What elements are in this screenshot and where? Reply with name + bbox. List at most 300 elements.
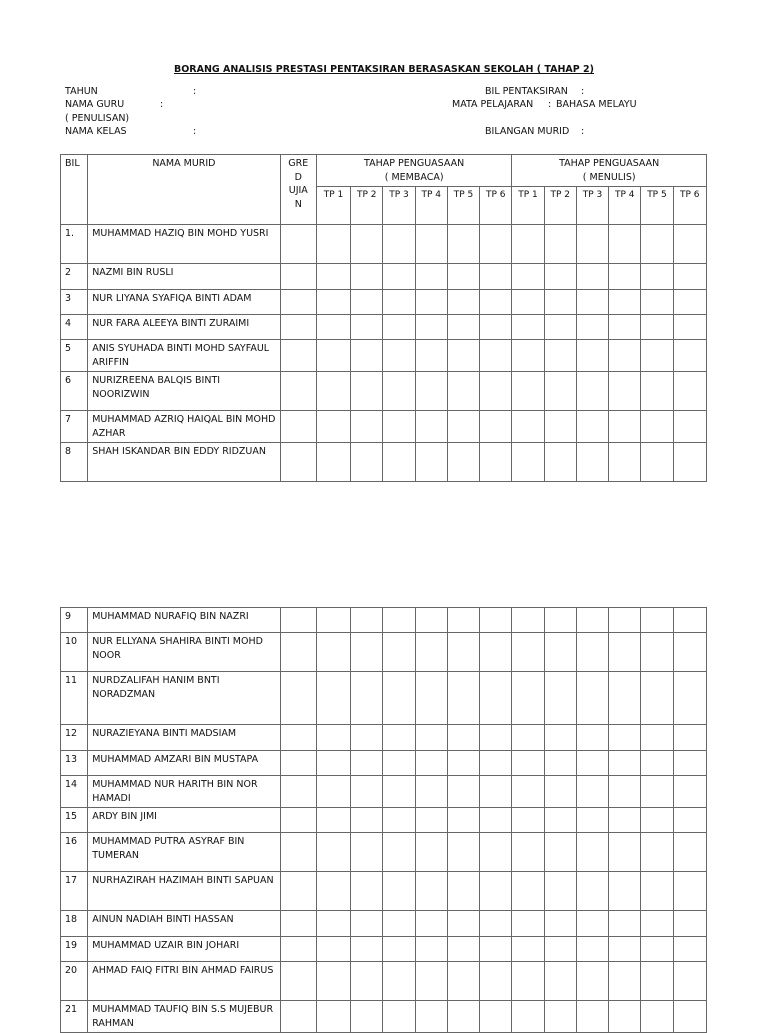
row-tp-cell bbox=[512, 962, 544, 1001]
row-gred-cell bbox=[280, 1001, 316, 1033]
row-bil: 7 bbox=[61, 411, 88, 443]
row-tp-cell bbox=[351, 911, 383, 937]
row-student-name: MUHAMMAD TAUFIQ BIN S.S MUJEBUR RAHMAN bbox=[88, 1001, 280, 1033]
assessment-table-page-2 bbox=[60, 607, 707, 1033]
row-tp-cell bbox=[609, 872, 641, 911]
row-tp-cell bbox=[544, 911, 576, 937]
row-gred-cell bbox=[280, 911, 316, 937]
row-tp-cell bbox=[512, 225, 544, 264]
row-tp-cell bbox=[447, 872, 479, 911]
row-tp-cell bbox=[480, 911, 512, 937]
row-tp-cell bbox=[673, 225, 706, 264]
row-tp-cell bbox=[641, 290, 673, 315]
row-tp-cell bbox=[576, 264, 608, 290]
table-row bbox=[61, 633, 707, 672]
row-tp-cell bbox=[544, 608, 576, 633]
header-membaca-tp5: TP 5 bbox=[447, 187, 479, 225]
row-tp-cell bbox=[673, 608, 706, 633]
row-tp-cell bbox=[480, 633, 512, 672]
row-gred-cell bbox=[280, 672, 316, 725]
student-rows-page-2 bbox=[61, 608, 707, 1033]
row-tp-cell bbox=[383, 751, 415, 776]
row-student-name: NAZMI BIN RUSLI bbox=[88, 264, 280, 290]
row-bil: 5 bbox=[61, 340, 88, 372]
row-student-name: MUHAMMAD UZAIR BIN JOHARI bbox=[88, 937, 280, 962]
row-tp-cell bbox=[673, 340, 706, 372]
row-tp-cell bbox=[673, 264, 706, 290]
row-tp-cell bbox=[480, 1001, 512, 1033]
row-tp-cell bbox=[673, 725, 706, 751]
table-row bbox=[61, 911, 707, 937]
row-tp-cell bbox=[383, 962, 415, 1001]
header-membaca-tp6: TP 6 bbox=[480, 187, 512, 225]
row-tp-cell bbox=[609, 372, 641, 411]
row-tp-cell bbox=[512, 833, 544, 872]
row-tp-cell bbox=[316, 776, 350, 808]
row-tp-cell bbox=[383, 633, 415, 672]
row-tp-cell bbox=[415, 872, 447, 911]
row-tp-cell bbox=[576, 833, 608, 872]
row-gred-cell bbox=[280, 725, 316, 751]
row-tp-cell bbox=[544, 833, 576, 872]
header-menulis-tp5: TP 5 bbox=[641, 187, 673, 225]
row-tp-cell bbox=[447, 911, 479, 937]
row-tp-cell bbox=[512, 608, 544, 633]
row-tp-cell bbox=[447, 411, 479, 443]
bil-pentaksiran-colon: : bbox=[581, 86, 585, 97]
row-tp-cell bbox=[415, 264, 447, 290]
nama-guru-colon: : bbox=[160, 99, 164, 110]
row-tp-cell bbox=[415, 725, 447, 751]
row-tp-cell bbox=[316, 411, 350, 443]
row-tp-cell bbox=[480, 776, 512, 808]
row-tp-cell bbox=[641, 608, 673, 633]
row-bil: 15 bbox=[61, 808, 88, 833]
row-tp-cell bbox=[576, 411, 608, 443]
nama-kelas-label: NAMA KELAS bbox=[65, 126, 127, 137]
row-tp-cell bbox=[641, 633, 673, 672]
row-bil: 8 bbox=[61, 443, 88, 482]
row-gred-cell bbox=[280, 937, 316, 962]
row-tp-cell bbox=[447, 315, 479, 340]
row-bil: 3 bbox=[61, 290, 88, 315]
row-student-name: MUHAMMAD NURAFIQ BIN NAZRI bbox=[88, 608, 280, 633]
row-tp-cell bbox=[641, 751, 673, 776]
row-tp-cell bbox=[673, 751, 706, 776]
row-student-name: NUR FARA ALEEYA BINTI ZURAIMI bbox=[88, 315, 280, 340]
row-student-name: MUHAMMAD AZRIQ HAIQAL BIN MOHD AZHAR bbox=[88, 411, 280, 443]
row-bil: 21 bbox=[61, 1001, 88, 1033]
table-row bbox=[61, 962, 707, 1001]
row-tp-cell bbox=[641, 372, 673, 411]
row-tp-cell bbox=[316, 725, 350, 751]
row-tp-cell bbox=[609, 264, 641, 290]
row-tp-cell bbox=[512, 411, 544, 443]
row-tp-cell bbox=[673, 633, 706, 672]
row-tp-cell bbox=[351, 315, 383, 340]
row-gred-cell bbox=[280, 264, 316, 290]
row-tp-cell bbox=[316, 808, 350, 833]
row-tp-cell bbox=[544, 672, 576, 725]
row-gred-cell bbox=[280, 225, 316, 264]
row-tp-cell bbox=[383, 1001, 415, 1033]
row-tp-cell bbox=[351, 443, 383, 482]
row-tp-cell bbox=[576, 808, 608, 833]
row-tp-cell bbox=[544, 225, 576, 264]
row-gred-cell bbox=[280, 751, 316, 776]
row-tp-cell bbox=[480, 411, 512, 443]
row-tp-cell bbox=[609, 225, 641, 264]
row-tp-cell bbox=[351, 751, 383, 776]
row-tp-cell bbox=[609, 315, 641, 340]
row-tp-cell bbox=[316, 315, 350, 340]
row-tp-cell bbox=[351, 776, 383, 808]
row-tp-cell bbox=[447, 937, 479, 962]
row-tp-cell bbox=[576, 1001, 608, 1033]
row-gred-cell bbox=[280, 443, 316, 482]
row-tp-cell bbox=[641, 808, 673, 833]
row-tp-cell bbox=[512, 1001, 544, 1033]
row-bil: 1. bbox=[61, 225, 88, 264]
row-tp-cell bbox=[480, 372, 512, 411]
row-tp-cell bbox=[351, 672, 383, 725]
row-tp-cell bbox=[383, 264, 415, 290]
row-tp-cell bbox=[447, 443, 479, 482]
header-membaca-tp2: TP 2 bbox=[351, 187, 383, 225]
row-student-name: MUHAMMAD PUTRA ASYRAF BIN TUMERAN bbox=[88, 833, 280, 872]
row-tp-cell bbox=[512, 372, 544, 411]
bil-pentaksiran-label: BIL PENTAKSIRAN bbox=[485, 86, 568, 97]
row-tp-cell bbox=[512, 937, 544, 962]
row-tp-cell bbox=[609, 443, 641, 482]
row-tp-cell bbox=[316, 290, 350, 315]
table-row bbox=[61, 315, 707, 340]
row-gred-cell bbox=[280, 315, 316, 340]
row-tp-cell bbox=[415, 340, 447, 372]
row-student-name: ANIS SYUHADA BINTI MOHD SAYFAUL ARIFFIN bbox=[88, 340, 280, 372]
row-tp-cell bbox=[609, 411, 641, 443]
row-tp-cell bbox=[544, 340, 576, 372]
header-menulis-tp3: TP 3 bbox=[576, 187, 608, 225]
row-tp-cell bbox=[383, 937, 415, 962]
row-tp-cell bbox=[512, 264, 544, 290]
row-tp-cell bbox=[447, 290, 479, 315]
table-row bbox=[61, 937, 707, 962]
bilangan-murid-label: BILANGAN MURID bbox=[485, 126, 570, 137]
row-student-name: NURAZIEYANA BINTI MADSIAM bbox=[88, 725, 280, 751]
row-tp-cell bbox=[576, 725, 608, 751]
row-tp-cell bbox=[447, 340, 479, 372]
row-tp-cell bbox=[480, 340, 512, 372]
row-tp-cell bbox=[351, 264, 383, 290]
row-student-name: NUR ELLYANA SHAHIRA BINTI MOHD NOOR bbox=[88, 633, 280, 672]
row-tp-cell bbox=[544, 1001, 576, 1033]
row-tp-cell bbox=[415, 937, 447, 962]
row-tp-cell bbox=[383, 315, 415, 340]
row-tp-cell bbox=[480, 725, 512, 751]
table-row bbox=[61, 340, 707, 372]
row-tp-cell bbox=[544, 751, 576, 776]
row-bil: 16 bbox=[61, 833, 88, 872]
row-tp-cell bbox=[673, 1001, 706, 1033]
row-tp-cell bbox=[316, 833, 350, 872]
row-tp-cell bbox=[512, 751, 544, 776]
row-tp-cell bbox=[351, 872, 383, 911]
row-tp-cell bbox=[415, 833, 447, 872]
row-tp-cell bbox=[673, 833, 706, 872]
row-tp-cell bbox=[609, 340, 641, 372]
row-tp-cell bbox=[447, 776, 479, 808]
row-tp-cell bbox=[544, 872, 576, 911]
row-tp-cell bbox=[576, 315, 608, 340]
row-tp-cell bbox=[512, 911, 544, 937]
row-tp-cell bbox=[576, 608, 608, 633]
row-tp-cell bbox=[544, 411, 576, 443]
row-tp-cell bbox=[609, 1001, 641, 1033]
row-tp-cell bbox=[415, 225, 447, 264]
row-gred-cell bbox=[280, 372, 316, 411]
row-tp-cell bbox=[447, 264, 479, 290]
row-tp-cell bbox=[351, 608, 383, 633]
row-tp-cell bbox=[316, 872, 350, 911]
row-tp-cell bbox=[383, 225, 415, 264]
row-tp-cell bbox=[316, 962, 350, 1001]
row-tp-cell bbox=[415, 751, 447, 776]
row-tp-cell bbox=[544, 937, 576, 962]
row-tp-cell bbox=[447, 633, 479, 672]
row-tp-cell bbox=[512, 340, 544, 372]
row-tp-cell bbox=[544, 290, 576, 315]
row-tp-cell bbox=[415, 776, 447, 808]
row-tp-cell bbox=[383, 443, 415, 482]
row-tp-cell bbox=[673, 872, 706, 911]
row-tp-cell bbox=[673, 290, 706, 315]
row-bil: 12 bbox=[61, 725, 88, 751]
row-tp-cell bbox=[673, 808, 706, 833]
row-tp-cell bbox=[512, 808, 544, 833]
row-tp-cell bbox=[480, 290, 512, 315]
row-tp-cell bbox=[544, 962, 576, 1001]
row-bil: 2 bbox=[61, 264, 88, 290]
row-tp-cell bbox=[609, 911, 641, 937]
row-bil: 10 bbox=[61, 633, 88, 672]
row-student-name: NURDZALIFAH HANIM BNTI NORADZMAN bbox=[88, 672, 280, 725]
row-tp-cell bbox=[316, 911, 350, 937]
row-tp-cell bbox=[576, 776, 608, 808]
row-tp-cell bbox=[576, 340, 608, 372]
row-tp-cell bbox=[480, 225, 512, 264]
row-bil: 6 bbox=[61, 372, 88, 411]
row-tp-cell bbox=[480, 315, 512, 340]
row-tp-cell bbox=[415, 1001, 447, 1033]
tahun-label: TAHUN bbox=[65, 86, 98, 97]
row-tp-cell bbox=[641, 672, 673, 725]
table-row bbox=[61, 411, 707, 443]
row-tp-cell bbox=[351, 225, 383, 264]
row-tp-cell bbox=[576, 633, 608, 672]
row-student-name: NUR LIYANA SYAFIQA BINTI ADAM bbox=[88, 290, 280, 315]
header-membaca-tp3: TP 3 bbox=[383, 187, 415, 225]
row-tp-cell bbox=[415, 962, 447, 1001]
row-bil: 17 bbox=[61, 872, 88, 911]
row-tp-cell bbox=[641, 833, 673, 872]
row-tp-cell bbox=[447, 225, 479, 264]
row-tp-cell bbox=[480, 672, 512, 725]
row-tp-cell bbox=[512, 633, 544, 672]
row-gred-cell bbox=[280, 872, 316, 911]
row-tp-cell bbox=[447, 672, 479, 725]
header-menulis-tp6: TP 6 bbox=[673, 187, 706, 225]
row-tp-cell bbox=[544, 776, 576, 808]
row-tp-cell bbox=[480, 443, 512, 482]
row-tp-cell bbox=[447, 372, 479, 411]
row-tp-cell bbox=[415, 633, 447, 672]
row-bil: 9 bbox=[61, 608, 88, 633]
row-tp-cell bbox=[480, 937, 512, 962]
row-tp-cell bbox=[673, 937, 706, 962]
form-title: BORANG ANALISIS PRESTASI PENTAKSIRAN BERASASKAN SEKOLAH ( TAHAP 2) bbox=[173, 64, 595, 75]
row-tp-cell bbox=[351, 411, 383, 443]
row-gred-cell bbox=[280, 340, 316, 372]
header-bil: BIL bbox=[61, 155, 88, 225]
row-tp-cell bbox=[512, 290, 544, 315]
assessment-table-page-1 bbox=[60, 154, 707, 482]
row-tp-cell bbox=[383, 911, 415, 937]
row-tp-cell bbox=[316, 1001, 350, 1033]
table-row bbox=[61, 672, 707, 725]
table-row bbox=[61, 808, 707, 833]
row-tp-cell bbox=[351, 633, 383, 672]
row-tp-cell bbox=[316, 937, 350, 962]
row-tp-cell bbox=[415, 911, 447, 937]
row-gred-cell bbox=[280, 833, 316, 872]
row-tp-cell bbox=[383, 290, 415, 315]
table-row bbox=[61, 776, 707, 808]
row-tp-cell bbox=[609, 751, 641, 776]
row-gred-cell bbox=[280, 633, 316, 672]
row-tp-cell bbox=[415, 290, 447, 315]
bilangan-murid-colon: : bbox=[581, 126, 585, 137]
row-tp-cell bbox=[415, 443, 447, 482]
row-tp-cell bbox=[447, 608, 479, 633]
row-tp-cell bbox=[351, 290, 383, 315]
table-row bbox=[61, 225, 707, 264]
row-tp-cell bbox=[351, 725, 383, 751]
row-tp-cell bbox=[641, 776, 673, 808]
header-tahap-menulis: TAHAP PENGUASAAN ( MENULIS) bbox=[512, 155, 707, 187]
row-tp-cell bbox=[383, 808, 415, 833]
row-tp-cell bbox=[316, 633, 350, 672]
row-tp-cell bbox=[480, 608, 512, 633]
mata-pelajaran-label: MATA PELAJARAN bbox=[452, 99, 534, 110]
row-tp-cell bbox=[544, 372, 576, 411]
row-tp-cell bbox=[383, 833, 415, 872]
header-tahap-membaca: TAHAP PENGUASAAN ( MEMBACA) bbox=[316, 155, 511, 187]
row-tp-cell bbox=[673, 372, 706, 411]
penulisan-label: ( PENULISAN) bbox=[65, 113, 130, 124]
table-row bbox=[61, 751, 707, 776]
row-tp-cell bbox=[415, 808, 447, 833]
row-tp-cell bbox=[609, 808, 641, 833]
row-gred-cell bbox=[280, 808, 316, 833]
mata-pelajaran-colon: : bbox=[548, 99, 552, 110]
row-tp-cell bbox=[576, 751, 608, 776]
header-nama-murid: NAMA MURID bbox=[88, 155, 280, 225]
row-tp-cell bbox=[316, 372, 350, 411]
row-tp-cell bbox=[351, 833, 383, 872]
row-bil: 4 bbox=[61, 315, 88, 340]
row-tp-cell bbox=[576, 911, 608, 937]
table-row bbox=[61, 833, 707, 872]
row-tp-cell bbox=[512, 315, 544, 340]
row-tp-cell bbox=[641, 962, 673, 1001]
row-tp-cell bbox=[480, 808, 512, 833]
table-row bbox=[61, 264, 707, 290]
row-tp-cell bbox=[512, 672, 544, 725]
row-tp-cell bbox=[609, 672, 641, 725]
header-membaca-tp1: TP 1 bbox=[316, 187, 350, 225]
row-tp-cell bbox=[447, 833, 479, 872]
row-tp-cell bbox=[641, 411, 673, 443]
table-row bbox=[61, 872, 707, 911]
row-tp-cell bbox=[641, 443, 673, 482]
row-student-name: NURHAZIRAH HAZIMAH BINTI SAPUAN bbox=[88, 872, 280, 911]
row-tp-cell bbox=[641, 937, 673, 962]
row-tp-cell bbox=[480, 833, 512, 872]
row-student-name: MUHAMMAD NUR HARITH BIN NOR HAMADI bbox=[88, 776, 280, 808]
row-tp-cell bbox=[512, 872, 544, 911]
row-gred-cell bbox=[280, 776, 316, 808]
row-tp-cell bbox=[673, 443, 706, 482]
row-tp-cell bbox=[447, 808, 479, 833]
row-tp-cell bbox=[544, 725, 576, 751]
row-tp-cell bbox=[609, 833, 641, 872]
row-gred-cell bbox=[280, 608, 316, 633]
header-gred-ujian: GRE D UJIA N bbox=[280, 155, 316, 225]
row-tp-cell bbox=[673, 962, 706, 1001]
row-tp-cell bbox=[609, 962, 641, 1001]
header-membaca-tp4: TP 4 bbox=[415, 187, 447, 225]
nama-guru-label: NAMA GURU bbox=[65, 99, 125, 110]
table-row bbox=[61, 725, 707, 751]
row-tp-cell bbox=[641, 264, 673, 290]
row-tp-cell bbox=[316, 672, 350, 725]
row-tp-cell bbox=[415, 411, 447, 443]
row-tp-cell bbox=[609, 290, 641, 315]
row-tp-cell bbox=[512, 776, 544, 808]
row-tp-cell bbox=[316, 608, 350, 633]
row-bil: 20 bbox=[61, 962, 88, 1001]
row-tp-cell bbox=[480, 962, 512, 1001]
row-tp-cell bbox=[576, 937, 608, 962]
row-tp-cell bbox=[512, 725, 544, 751]
row-tp-cell bbox=[609, 608, 641, 633]
table-row bbox=[61, 608, 707, 633]
row-tp-cell bbox=[609, 725, 641, 751]
row-tp-cell bbox=[609, 776, 641, 808]
row-tp-cell bbox=[351, 808, 383, 833]
row-gred-cell bbox=[280, 962, 316, 1001]
row-tp-cell bbox=[351, 962, 383, 1001]
row-tp-cell bbox=[673, 776, 706, 808]
row-student-name: AHMAD FAIQ FITRI BIN AHMAD FAIRUS bbox=[88, 962, 280, 1001]
row-tp-cell bbox=[351, 372, 383, 411]
row-tp-cell bbox=[383, 608, 415, 633]
row-tp-cell bbox=[609, 937, 641, 962]
row-tp-cell bbox=[351, 937, 383, 962]
row-tp-cell bbox=[480, 872, 512, 911]
row-tp-cell bbox=[576, 290, 608, 315]
